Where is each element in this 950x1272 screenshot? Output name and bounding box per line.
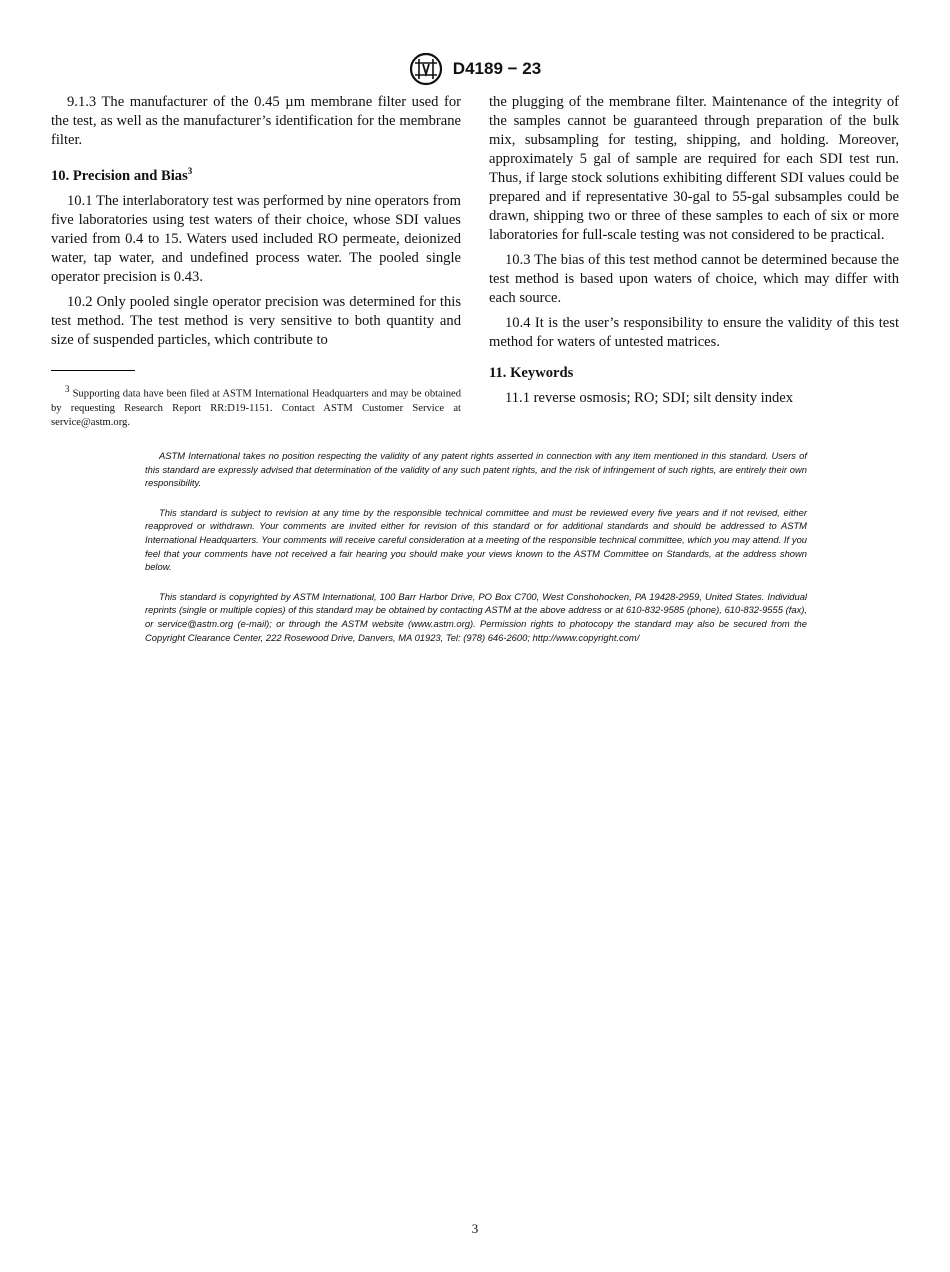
right-column (489, 93, 899, 408)
copyright-notice: This standard is copyrighted by ASTM International, 100 Barr Harbor Drive, PO Box C700, West Conshohocken, PA 19428-2959, United States. Individual reprints (single or multiple copies) of this standard may be obtained by contacting ASTM at the above address or at 610-832-9585 (phone), 610-832-9555 (fax), or service@astm.org (e-mail); or through the ASTM website (www.astm.org). Permission rights to photocopy the standard may also be secured from the Copyright Clearance Center, 222 Rosewood Drive, Danvers, MA 01923, Tel: (978) 646-2600; http://www.copyright.com/ (145, 590, 807, 643)
paragraph-10-3: 10.3 The bias of this test method cannot be determined because the test method is based upon waters of choice, which may differ with each source. (489, 252, 899, 306)
astm-logo-icon (409, 52, 443, 86)
standard-designation: D4189 − 23 (452, 59, 542, 78)
revision-notice: This standard is subject to revision at any time by the responsible technical committee and must be reviewed every five years and if not revised, either reapproved or withdrawn. Your comments are invited either for revision of this standard or for additional standards and should be addressed to ASTM International Headquarters. Your comments will receive careful consideration at a meeting of the responsible technical committee, which you may attend. If you feel that your comments have not received a fair hearing you should make your views known to the ASTM Committee on Standards, at the address shown below. (145, 506, 807, 573)
page-header (0, 52, 950, 86)
astm-notices (145, 449, 807, 644)
page-number: 3 (471, 1221, 479, 1236)
section-11-heading: 11. Keywords (489, 365, 574, 381)
paragraph-10-2-cont: the plugging of the membrane filter. Maintenance of the integrity of the samples cannot be guaranteed through preparation of the bulk mix, subsampling for testing, shipping, and holding. Moreover, approximately 5 gal of sample are required for each SDI test run. Thus, if large stock solutions exhibiting different SDI values could be prepared and if representative 30-gal to 55-gal subsamples could be drawn, shipping two or three of these samples to each of six or more laboratories for full-scale testing was not considered to be practical. (489, 94, 899, 243)
left-column (51, 93, 461, 350)
paragraph-11-1: 11.1 reverse osmosis; RO; SDI; silt density index (505, 390, 794, 406)
footnote-text: Supporting data have been filed at ASTM International Headquarters and may be obtained by requesting Research Report RR:D19-1151. Contact ASTM Customer Service at service@astm.org. (51, 388, 461, 428)
footnote-3 (51, 382, 461, 430)
paragraph-10-4: 10.4 It is the user’s responsibility to ensure the validity of this test method for waters of untested matrices. (489, 315, 899, 350)
footnote-ref-3: 3 (187, 166, 193, 176)
paragraph-10-1: 10.1 The interlaboratory test was performed by nine operators from five laboratories using test waters of their choice, whose SDI values varied from 0.4 to 15. Waters used included RO permeate, deionized water, tap water, and undefined process water. The pooled single operator precision is 0.43. (51, 192, 461, 285)
section-10-title: 10. Precision and Bias (51, 167, 188, 184)
paragraph-10-2-start: 10.2 Only pooled single operator precision was determined for this test method. The test method is very sensitive to both quantity and size of suspended particles, which contribute to (51, 293, 461, 348)
paragraph-9-1-3: 9.1.3 The manufacturer of the 0.45 µm membrane filter used for the test, as well as the manufacturer’s identification for the membrane filter. (51, 94, 461, 148)
patent-notice: ASTM International takes no position respecting the validity of any patent rights asserted in connection with any item mentioned in this standard. Users of this standard are expressly advised that determination of the validity of any such patent rights, and the risk of infringement of such rights, are entirely their own responsibility. (145, 450, 807, 489)
section-10-heading (51, 162, 461, 186)
footnote-divider (51, 370, 135, 371)
footnote-number: 3 (65, 384, 70, 394)
